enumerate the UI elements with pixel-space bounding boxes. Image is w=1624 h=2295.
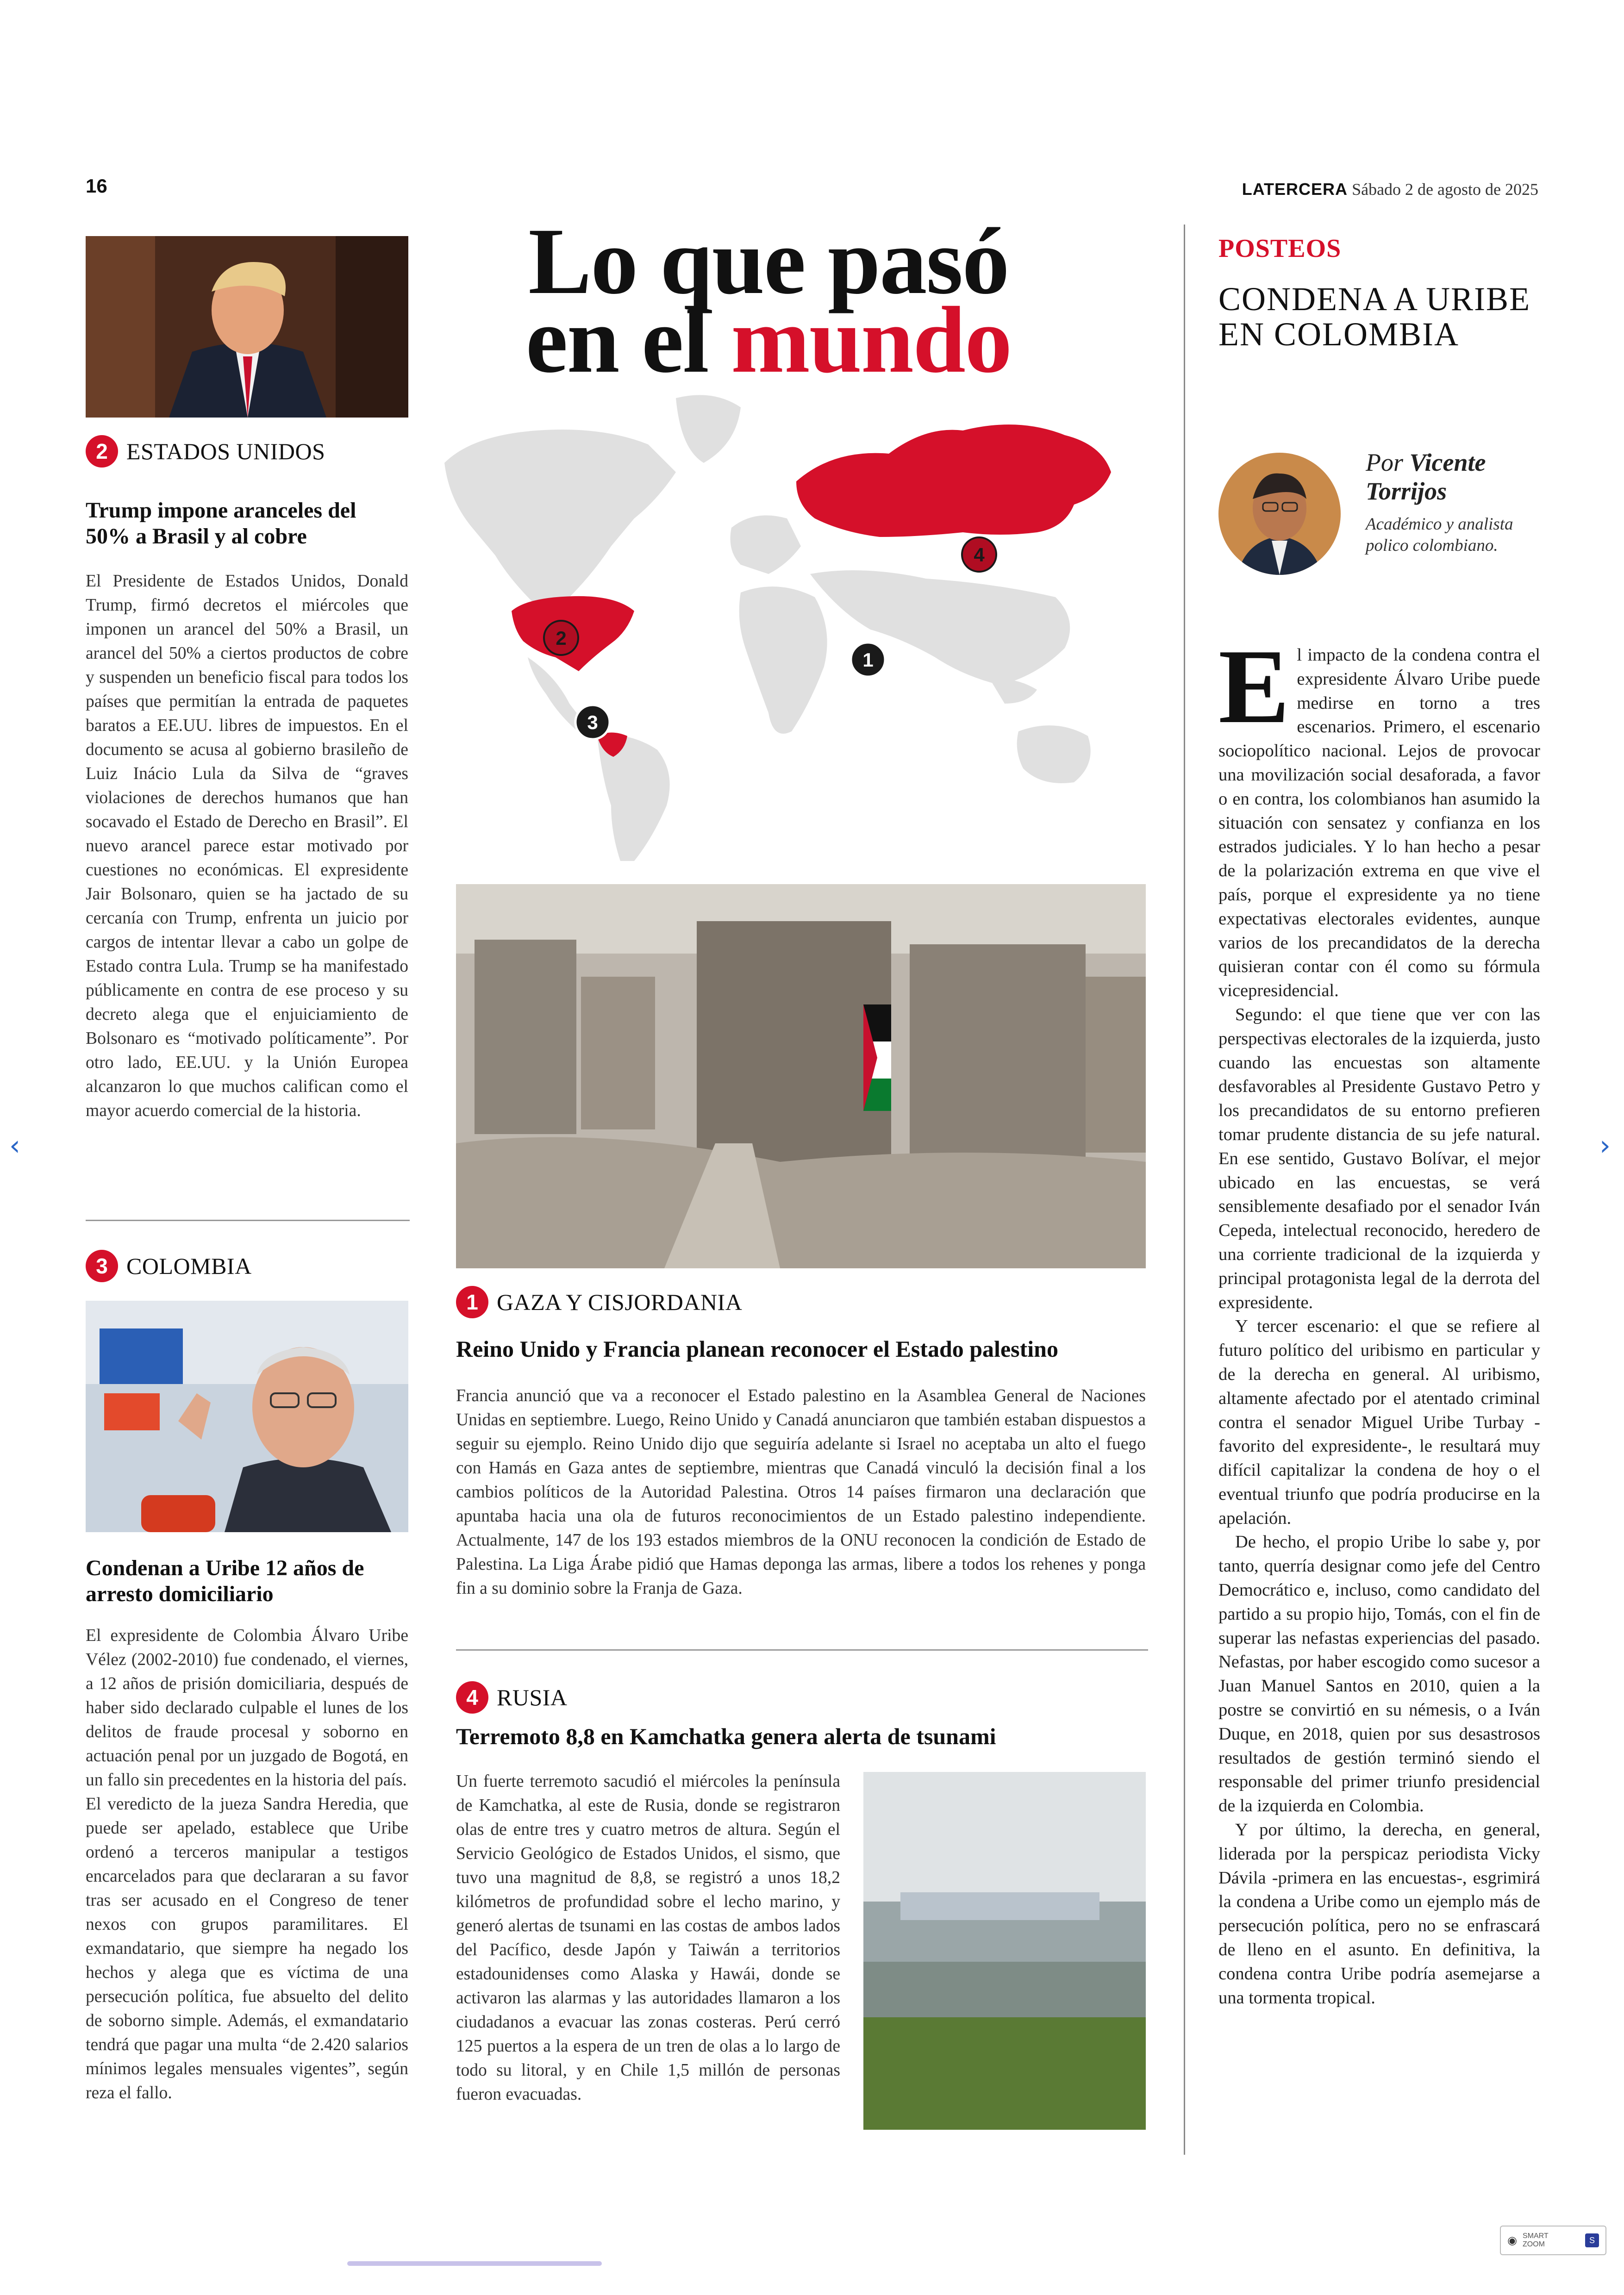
marker-1-label: 1 — [862, 649, 874, 671]
uribe-photo — [86, 1301, 408, 1532]
section-label: GAZA Y CISJORDANIA — [497, 1289, 743, 1315]
smart-zoom-label-1: SMART — [1522, 2232, 1549, 2240]
south-america — [597, 735, 670, 861]
masthead — [1242, 180, 1538, 199]
author-name: Vicente Torrijos — [1366, 449, 1486, 505]
world-map-svg — [417, 380, 1167, 866]
page-number: 16 — [86, 175, 107, 197]
trump-photo — [86, 236, 408, 418]
russia-headline: Terremoto 8,8 en Kamchatka genera alerta de tsunami — [456, 1723, 996, 1749]
africa — [739, 586, 827, 734]
marker-2-label: 2 — [556, 627, 567, 649]
title-prefix: en el — [525, 287, 731, 393]
opinion-p2: Segundo: el que tiene que ver con las perspectivas electorales de la izquierda, justo cuando las encuestas son altamente desfavorables al Presidente Gustavo Petro y los precandidatos de su entorno prefieren tomar prudente distancia de su jefe natural. En ese sentido, Gustavo Bolívar, el mejor ubicado en las encuestas, se verá sensiblemente desafiado por el senador Iván Cepeda, intelectual reconocido, heredero de una corriente tradicional de la izquierda y principal protagonista legal de la derrota del expresidente. — [1218, 1004, 1540, 1312]
opinion-p1-text: l impacto de la condena contra el expresidente Álvaro Uribe puede medirse en torno a tres escenarios. Primero, el escenario sociopolítico nacional. Lejos de provocar una movilización social desaforada, a favor o en contra, los colombianos han asumido la situación con sensatez y confianza en los estrados judiciales. Y lo han hecho a pesar de la polarización extrema en que vive el país, porque el expresidente ya no tiene expectativas electorales evidentes, aunque varios de los precandidatos de la derecha quisieran contar con él como su fórmula vicepresidencial. — [1218, 645, 1540, 1001]
drop-cap: E — [1218, 627, 1290, 745]
column-divider — [86, 1220, 410, 1221]
number-badge: 3 — [86, 1250, 118, 1282]
gaza-headline: Reino Unido y Francia planean reconocer el Estado palestino — [456, 1336, 1058, 1362]
section-label: COLOMBIA — [126, 1253, 252, 1279]
section-colombia — [86, 1250, 252, 1282]
greenland — [676, 395, 741, 463]
section-russia — [456, 1681, 568, 1714]
issue-date: Sábado 2 de agosto de 2025 — [1352, 180, 1538, 199]
europe — [731, 515, 801, 574]
colombia-headline: Condenan a Uribe 12 años de arresto domiciliario — [86, 1556, 364, 1606]
us-headline: Trump impone aranceles del 50% a Brasil y al cobre — [86, 498, 356, 549]
gaza-body: Francia anunció que va a reconocer el Estado palestino en la Asamblea General de Naciones Unidas en septiembre. Luego, Reino Unido y Canadá anunciaron que también estaban dispuestos a seguir su ejemplo. Reino Unido dijo que seguiría adelante si Israel no aceptaba un alto el fuego con Hamás en Gaza antes de septiembre, mientras que Canadá vinculó la decisión final a los cambios políticos de la Autoridad Palestina. Otros 14 países firmaron una declaración que apuntaba hacia una ola de futuros reconocimientos de un Estado palestino independiente. Actualmente, 147 de los 193 estados miembros de la ONU reconocen la condición de Estado de Palestina. La Liga Árabe pidió que Hamas deponga las armas, libere a todos los rehenes y ponga fin a su dominio sobre la Franja de Gaza. — [456, 1386, 1146, 1598]
marker-3 — [575, 705, 610, 739]
kamchatka-photo — [863, 1772, 1146, 2130]
marker-3-label: 3 — [587, 711, 598, 733]
horizontal-scrollbar[interactable] — [347, 2261, 602, 2266]
byline-prefix: Por — [1366, 449, 1403, 476]
author-description: Académico y analista polico colombiano. — [1366, 515, 1513, 555]
section-label: RUSIA — [497, 1684, 568, 1710]
page-title — [444, 209, 1093, 393]
title-line-1: Lo que pasó — [528, 209, 1009, 314]
marker-2 — [544, 621, 578, 655]
colombia-body-p2: El veredicto de la jueza Sandra Heredia, que puede ser apelado, establece que Uribe ordenó a terceros manipular a testigos encarcelados para que declararan a su favor tras ser acusado en el Congreso de tener nexos con grupos paramilitares. El exmandatario, que siempre ha negado los hechos y alega que es víctima de una persecución política, fue absuelto del delito de soborno simple. Además, el exmandatario tendrá que pagar una multa “de 2.420 salarios mínimos legales mensuales vigentes”, según reza el fallo. — [86, 1795, 408, 2102]
australia — [1017, 725, 1091, 783]
author-byline — [1366, 448, 1560, 505]
section-us — [86, 435, 325, 468]
marker-4-label: 4 — [974, 544, 985, 566]
title-highlight: mundo — [731, 287, 1012, 393]
opinion-p4: De hecho, el propio Uribe lo sabe y, por tanto, querría designar como jefe del Centro Democrático e, incluso, como candidato del partido a su propio hijo, Tomás, con el fin de superar las nefastas experiencias del pasado. Nefastas, por haber escogido como sucesor a Juan Manuel Santos en 2010, quien a la postre se convirtió en su némesis, o a Iván Duque, en 2018, quien por sus desastrosos resultados de gestión terminó siendo el responsable del primer triunfo presidencial de la izquierda en Colombia. — [1218, 1532, 1540, 1816]
section-label: ESTADOS UNIDOS — [126, 438, 325, 464]
number-badge: 2 — [86, 435, 118, 468]
brand-name: LATERCERA — [1242, 180, 1348, 199]
opinion-p5: Y por último, la derecha, en general, liderada por la perspicaz periodista Vicky Dávila -primera en las encuestas-, esgrimirá la condena a Uribe como un ejemplo más de persecución política, pero no se enfrascará de lleno en el asunto. En definitiva, la condena contra Uribe podría asemejarse a una tormenta tropical. — [1218, 1820, 1540, 2008]
section-gaza — [456, 1286, 742, 1318]
eye-icon: ◉ — [1507, 2234, 1517, 2247]
previous-page-arrow[interactable]: ‹ — [9, 1129, 20, 1162]
zoom-badge-icon: S — [1585, 2233, 1599, 2247]
marker-1 — [851, 642, 885, 677]
colombia-body-p1: El expresidente de Colombia Álvaro Uribe Vélez (2002-2010) fue condenado, el viernes, a 12 años de prisión domiciliaria, después de haber sido declarado culpable el lunes de los delitos de fraude procesal y soborno en actuación penal por un juzgado de Bogotá, en un fallo sin precedentes en la historia del país. — [86, 1626, 408, 1790]
column-separator — [1184, 225, 1185, 2155]
opinion-p3: Y tercer escenario: el que se refiere al futuro político del uribismo en particular y de la derecha en general. Al uribismo, altamente afectado por el atentado criminal contra el senador Miguel Uribe Turbay -favorito del expresidente-, le resultará muy difícil capitalizar la condena de hoy o el eventual triunfo que podría producirse en la apelación. — [1218, 1316, 1540, 1528]
smart-zoom-label-2: ZOOM — [1522, 2240, 1545, 2248]
column-divider — [456, 1649, 1148, 1651]
author-avatar — [1218, 453, 1341, 575]
us-body: El Presidente de Estados Unidos, Donald Trump, firmó decretos el miércoles que imponen un arancel del 50% a Brasil, un arancel del 50% a ciertos productos de cobre y suspenden un beneficio fiscal para todos los países que permitían la entrada de paquetes baratos a EE.UU. libres de impuestos. En el documento se acusa al gobierno brasileño de Luiz Inácio Lula da Silva de “graves violaciones de derechos humanos que han socavado el Estado de Derecho en Brasil”. El nuevo arancel parece estar motivado por cuestiones no económicas. El expresidente Jair Bolsonaro, quien se ha jactado de su cercanía con Trump, enfrenta un juicio por cargos de intentar llevar a cabo un golpe de Estado contra Lula. Trump se ha manifestado públicamente en contra de ese proceso y su decreto alega que el enjuiciamiento de Bolsonaro es “motivado políticamente”. Por otro lado, EE.UU. y la Unión Europea alcanzaron lo que muchos califican como el mayor acuerdo comercial de la historia. — [86, 572, 408, 1120]
next-page-arrow[interactable]: › — [1599, 1129, 1611, 1162]
asia — [810, 570, 1070, 685]
colombia-body — [86, 1624, 408, 2105]
marker-4 — [962, 537, 996, 572]
russia-body: Un fuerte terremoto sacudió el miércoles la península de Kamchatka, al este de Rusia, donde se registraron olas de entre tres y cuatro metros de altura. Según el Servicio Geológico de Estados Unidos, el sismo, que tuvo una magnitud de 8,8, se registró a unos 18,2 kilómetros de profundidad sobre el lecho marino, y generó alertas de tsunami en las costas de ambos lados del Pacífico, desde Japón y Taiwán a territorios estadounidenses como Alaska y Hawái, donde se activaron las alarmas y las autoridades llamaron a los ciudadanos a evacuar las zonas costeras. Perú cerró 125 puertos a la espera de un tren de olas a lo largo de todo su litoral, y en Chile 1,5 millón de personas fueron evacuadas. — [456, 1772, 840, 2104]
north-america — [444, 430, 676, 602]
smart-zoom-button[interactable] — [1500, 2226, 1606, 2255]
opinion-p1 — [1218, 627, 1540, 1003]
number-badge: 4 — [456, 1681, 488, 1714]
section-posteos: POSTEOS — [1218, 234, 1342, 263]
title-line-2 — [444, 287, 1093, 393]
number-badge: 1 — [456, 1286, 488, 1318]
opinion-title: CONDENA A URIBE EN COLOMBIA — [1218, 281, 1531, 353]
russia-highlight — [796, 424, 1111, 537]
smart-zoom-label — [1523, 2232, 1549, 2249]
opinion-body — [1218, 627, 1540, 2010]
gaza-photo — [456, 884, 1146, 1268]
world-map — [417, 380, 1167, 866]
southeast-asia — [991, 680, 1037, 704]
